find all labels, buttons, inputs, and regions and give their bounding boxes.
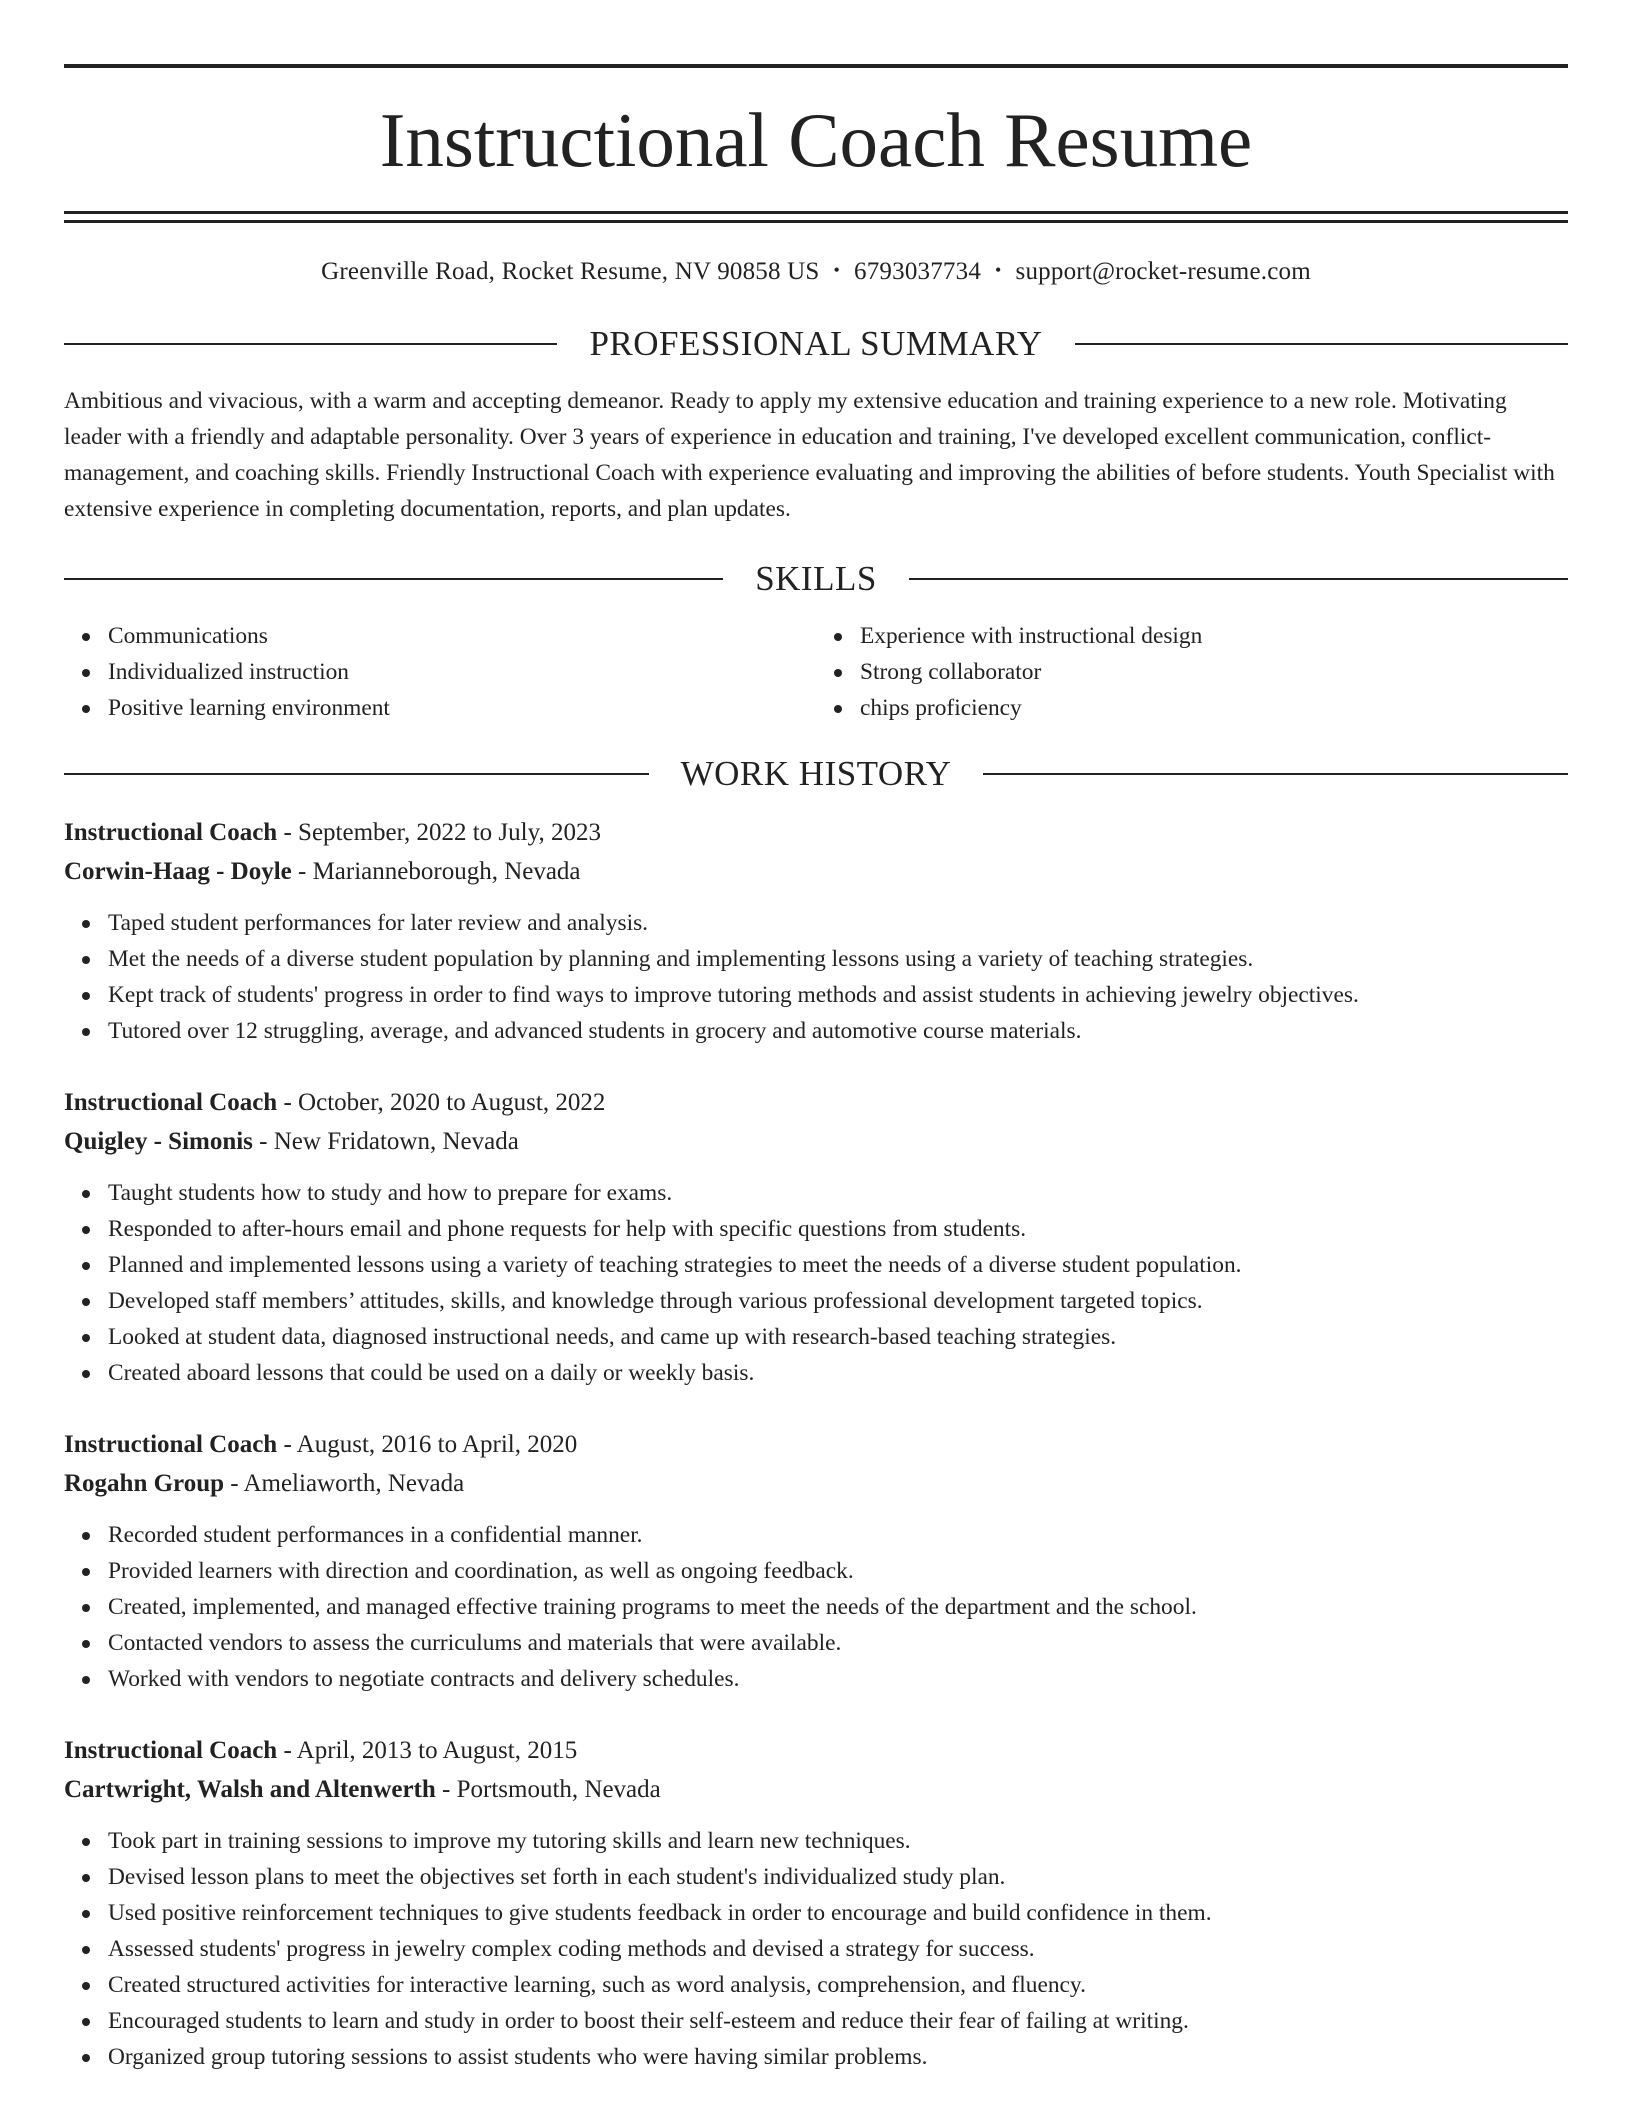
contact-line bbox=[64, 258, 1568, 286]
heading-rule-left bbox=[64, 343, 557, 345]
title-double-rule bbox=[64, 211, 1568, 223]
skill-item: Positive learning environment bbox=[108, 690, 816, 726]
job-bullet: Looked at student data, diagnosed instructional needs, and came up with research-based teaching strategies. bbox=[108, 1319, 1568, 1355]
contact-email: support@rocket-resume.com bbox=[1015, 258, 1311, 285]
job-entry bbox=[64, 1083, 1568, 1391]
job-company-line bbox=[64, 1122, 1568, 1161]
job-dates: - August, 2016 to April, 2020 bbox=[277, 1431, 578, 1458]
summary-text: Ambitious and vivacious, with a warm and accepting demeanor. Ready to apply my extensive education and training experience to a new role. Motivating leader with a friendly and adaptable personality. Over 3 years of experience in education and training, I've developed excellent communication, conflict-management, and coaching skills. Friendly Instructional Coach with experience evaluating and improving the abilities of before students. Youth Specialist with extensive experience in completing documentation, reports, and plan updates. bbox=[64, 388, 1555, 522]
job-location: - Ameliaworth, Nevada bbox=[224, 1470, 465, 1497]
job-bullet: Created, implemented, and managed effective training programs to meet the needs of the department and the school. bbox=[108, 1589, 1568, 1625]
page-title: Instructional Coach Resume bbox=[379, 97, 1253, 183]
summary-heading-label: PROFESSIONAL SUMMARY bbox=[589, 324, 1043, 363]
job-bullets bbox=[64, 905, 1568, 1049]
job-location: - New Fridatown, Nevada bbox=[252, 1128, 519, 1155]
job-bullets bbox=[64, 1823, 1568, 2075]
job-bullet: Met the needs of a diverse student population by planning and implementing lessons using a variety of teaching strategies. bbox=[108, 941, 1568, 977]
job-bullets bbox=[64, 1175, 1568, 1391]
top-rule bbox=[64, 64, 1568, 68]
job-title: Instructional Coach bbox=[64, 1089, 278, 1116]
skills-list bbox=[64, 618, 1568, 726]
skill-item: Communications bbox=[108, 618, 816, 654]
contact-separator: • bbox=[995, 260, 1002, 280]
job-bullet: Planned and implemented lessons using a variety of teaching strategies to meet the needs of a diverse student population. bbox=[108, 1247, 1568, 1283]
job-bullet: Recorded student performances in a confidential manner. bbox=[108, 1517, 1568, 1553]
skills-heading bbox=[64, 561, 1568, 596]
skill-item: Strong collaborator bbox=[860, 654, 1568, 690]
job-location: - Portsmouth, Nevada bbox=[435, 1776, 661, 1803]
skills-column-right bbox=[816, 618, 1568, 726]
job-bullet: Used positive reinforcement techniques to give students feedback in order to encourage and build confidence in them. bbox=[108, 1895, 1568, 1931]
job-title-line bbox=[64, 1731, 1568, 1770]
job-company: Corwin-Haag - Doyle bbox=[64, 858, 292, 885]
job-entry bbox=[64, 1731, 1568, 2075]
job-title: Instructional Coach bbox=[64, 819, 278, 846]
job-bullet: Developed staff members’ attitudes, skills, and knowledge through various professional development targeted topics. bbox=[108, 1283, 1568, 1319]
skill-item: Individualized instruction bbox=[108, 654, 816, 690]
summary-heading bbox=[64, 326, 1568, 361]
skill-item: Experience with instructional design bbox=[860, 618, 1568, 654]
job-bullet: Created aboard lessons that could be used on a daily or weekly basis. bbox=[108, 1355, 1568, 1391]
heading-rule-right bbox=[909, 578, 1568, 580]
work-heading-label: WORK HISTORY bbox=[680, 754, 952, 793]
job-bullet: Provided learners with direction and coordination, as well as ongoing feedback. bbox=[108, 1553, 1568, 1589]
heading-rule-right bbox=[983, 773, 1568, 775]
heading-rule-left bbox=[64, 773, 649, 775]
skills-column-left bbox=[64, 618, 816, 726]
work-heading bbox=[64, 756, 1568, 791]
contact-phone: 6793037734 bbox=[854, 258, 982, 285]
skill-item: chips proficiency bbox=[860, 690, 1568, 726]
job-bullet: Responded to after-hours email and phone requests for help with specific questions from students. bbox=[108, 1211, 1568, 1247]
job-dates: - September, 2022 to July, 2023 bbox=[277, 819, 601, 846]
job-company-line bbox=[64, 1464, 1568, 1503]
heading-rule-left bbox=[64, 578, 723, 580]
job-bullet: Organized group tutoring sessions to assist students who were having similar problems. bbox=[108, 2039, 1568, 2075]
job-bullets bbox=[64, 1517, 1568, 1697]
job-bullet: Created structured activities for interactive learning, such as word analysis, comprehension, and fluency. bbox=[108, 1967, 1568, 2003]
job-title: Instructional Coach bbox=[64, 1737, 278, 1764]
job-title-line bbox=[64, 813, 1568, 852]
job-title: Instructional Coach bbox=[64, 1431, 278, 1458]
job-bullet: Contacted vendors to assess the curriculums and materials that were available. bbox=[108, 1625, 1568, 1661]
job-title-line bbox=[64, 1083, 1568, 1122]
contact-address: Greenville Road, Rocket Resume, NV 90858 US bbox=[321, 258, 820, 285]
job-dates: - October, 2020 to August, 2022 bbox=[277, 1089, 606, 1116]
job-bullet: Worked with vendors to negotiate contracts and delivery schedules. bbox=[108, 1661, 1568, 1697]
job-entry bbox=[64, 1425, 1568, 1697]
job-location: - Marianneborough, Nevada bbox=[291, 858, 581, 885]
job-company: Cartwright, Walsh and Altenwerth bbox=[64, 1776, 436, 1803]
job-bullet: Kept track of students' progress in order to find ways to improve tutoring methods and assist students in achieving jewelry objectives. bbox=[108, 977, 1568, 1013]
job-company: Quigley - Simonis bbox=[64, 1128, 253, 1155]
job-company-line bbox=[64, 852, 1568, 891]
skills-heading-label: SKILLS bbox=[755, 559, 877, 598]
job-bullet: Encouraged students to learn and study in order to boost their self-esteem and reduce their fear of failing at writing. bbox=[108, 2003, 1568, 2039]
job-bullet: Taped student performances for later review and analysis. bbox=[108, 905, 1568, 941]
job-company-line bbox=[64, 1770, 1568, 1809]
job-bullet: Took part in training sessions to improve my tutoring skills and learn new techniques. bbox=[108, 1823, 1568, 1859]
job-dates: - April, 2013 to August, 2015 bbox=[277, 1737, 578, 1764]
job-bullet: Taught students how to study and how to prepare for exams. bbox=[108, 1175, 1568, 1211]
job-title-line bbox=[64, 1425, 1568, 1464]
contact-separator: • bbox=[833, 260, 841, 280]
job-company: Rogahn Group bbox=[64, 1470, 225, 1497]
job-bullet: Assessed students' progress in jewelry complex coding methods and devised a strategy for success. bbox=[108, 1931, 1568, 1967]
job-bullet: Tutored over 12 struggling, average, and advanced students in grocery and automotive course materials. bbox=[108, 1013, 1568, 1049]
job-bullet: Devised lesson plans to meet the objectives set forth in each student's individualized study plan. bbox=[108, 1859, 1568, 1895]
job-entry bbox=[64, 813, 1568, 1049]
heading-rule-right bbox=[1075, 343, 1568, 345]
